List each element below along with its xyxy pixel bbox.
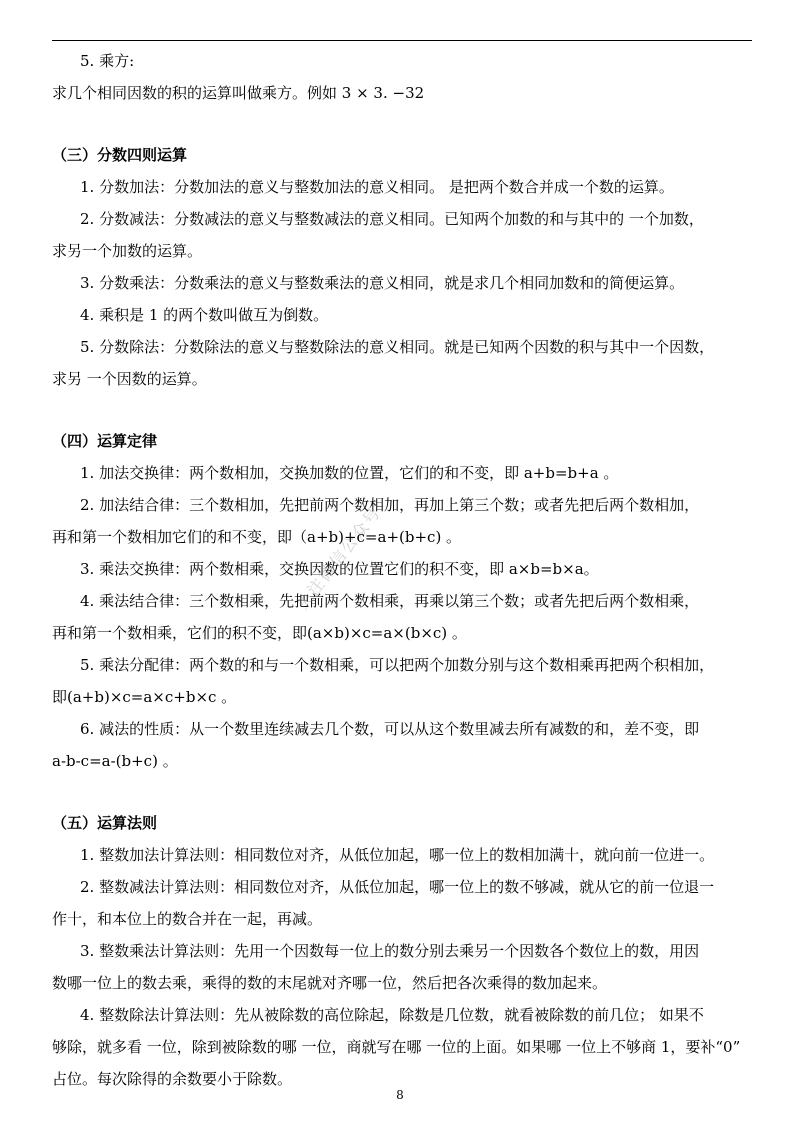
page-number: 8 (396, 1088, 404, 1102)
spacer (52, 114, 752, 144)
text-line: 即(a+b)×c=a×c+b×c 。 (52, 688, 237, 706)
text-line: 5. 分数除法：分数除法的意义与整数除法的意义相同。就是已知两个因数的积与其中一个因数， (80, 338, 715, 356)
document-body (52, 50, 752, 1100)
text-line: 4. 乘积是 1 的两个数叫做互为倒数。 (80, 306, 329, 324)
text-line: 求另一个加数的运算。 (52, 242, 203, 260)
text-line: 数哪一位上的数去乘，乘得的数的末尾就对齐哪一位，然后把各次乘得的数加起来。 (52, 974, 608, 992)
spacer (52, 782, 752, 812)
text-line: 求几个相同因数的积的运算叫做乘方。例如 3 × 3. −32 (52, 84, 425, 102)
text-line: 2. 分数减法：分数减法的意义与整数减法的意义相同。已知两个加数的和与其中的 一个加数， (80, 210, 704, 228)
section-heading: （四）运算定律 (52, 432, 158, 450)
text-line: 1. 加法交换律：两个数相加，交换加数的位置，它们的和不变，即 a+b=b+a 。 (80, 464, 619, 482)
watermark: 关注微信公众号 (292, 502, 385, 614)
text-line: 作十，和本位上的数合并在一起，再减。 (52, 910, 323, 928)
text-line: 占位。每次除得的余数要小于除数。 (52, 1070, 293, 1088)
text-line: 1. 整数加法计算法则：相同数位对齐，从低位加起，哪一位上的数相加满十，就向前一位进一。 (80, 846, 715, 864)
section-heading: （五）运算法则 (52, 814, 158, 832)
text-line: 4. 乘法结合律：三个数相乘，先把前两个数相乘，再乘以第三个数；或者先把后两个数相乘， (80, 592, 700, 610)
text-line: 再和第一个数相加它们的和不变，即（a+b)+c=a+(b+c) 。 (52, 528, 462, 546)
text-line: 5. 乘法分配律：两个数的和与一个数相乘，可以把两个加数分别与这个数相乘再把两个积相加， (80, 656, 715, 674)
text-line: 3. 乘法交换律：两个数相乘，交换因数的位置它们的积不变，即 a×b=b×a。 (80, 560, 599, 578)
spacer (52, 400, 752, 430)
text-line: 再和第一个数相乘，它们的积不变，即(a×b)×c=a×(b×c) 。 (52, 624, 467, 642)
text-line: 3. 整数乘法计算法则：先用一个因数每一位上的数分别去乘另一个因数各个数位上的数，用因 (80, 942, 700, 960)
header-rule (52, 40, 752, 41)
text-line: 求另 一个因数的运算。 (52, 370, 207, 388)
text-line: 5. 乘方: (80, 52, 135, 70)
text-line: 6. 减法的性质：从一个数里连续减去几个数，可以从这个数里减去所有减数的和，差不变，即 (80, 720, 700, 738)
text-line: 2. 整数减法计算法则：相同数位对齐，从低位加起，哪一位上的数不够减，就从它的前一位退一 (80, 878, 715, 896)
text-line: a-b-c=a-(b+c) 。 (52, 752, 178, 770)
text-line: 3. 分数乘法：分数乘法的意义与整数乘法的意义相同，就是求几个相同加数和的简便运算。 (80, 274, 685, 292)
text-line: 够除，就多看 一位，除到被除数的哪 一位，商就写在哪 一位的上面。如果哪 一位上不够商 1，要补“0” (52, 1038, 741, 1056)
text-line: 1. 分数加法：分数加法的意义与整数加法的意义相同。 是把两个数合并成一个数的运算。 (80, 178, 674, 196)
text-line: 4. 整数除法计算法则：先从被除数的高位除起，除数是几位数，就看被除数的前几位； 如果不 (80, 1006, 704, 1024)
text-line: 2. 加法结合律：三个数相加，先把前两个数相加，再加上第三个数；或者先把后两个数相加， (80, 496, 700, 514)
section-heading: （三）分数四则运算 (52, 146, 188, 164)
